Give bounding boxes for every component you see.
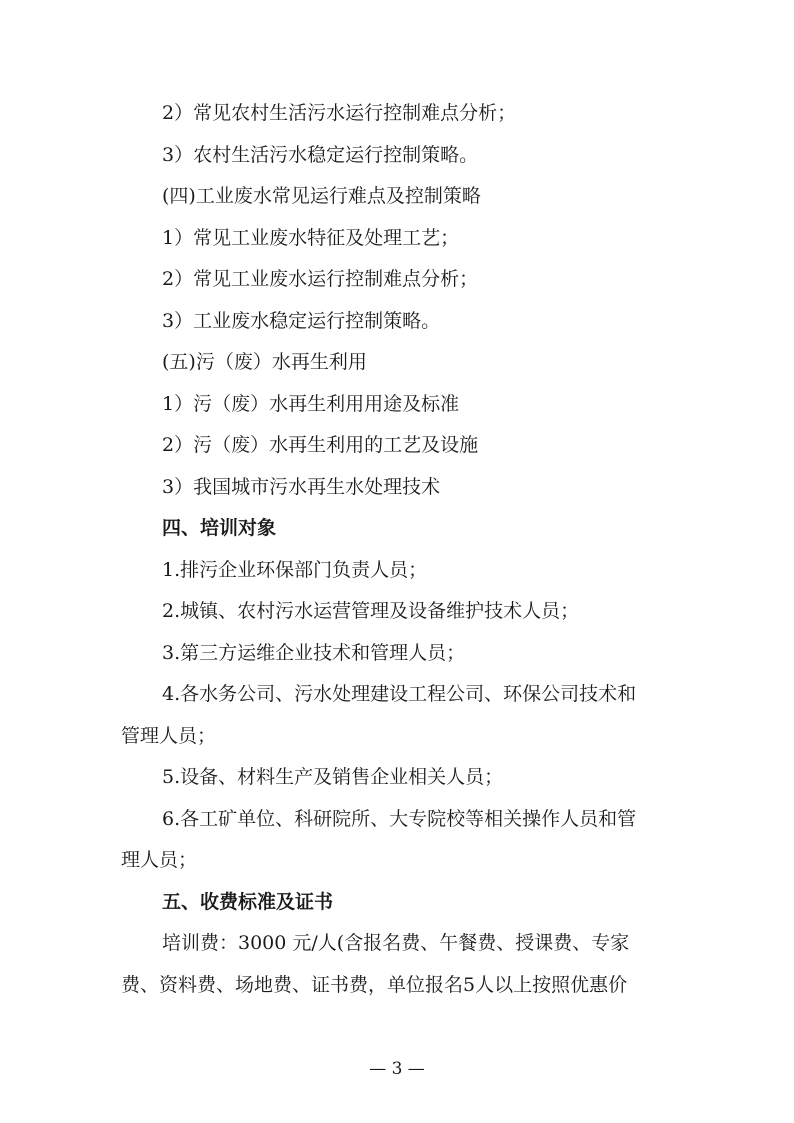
text-line: 4.各水务公司、污水处理建设工程公司、环保公司技术和 — [162, 683, 637, 705]
text-line: 培训费：3000 元/人(含报名费、午餐费、授课费、专家 — [162, 932, 630, 954]
section-heading: 四、培训对象 — [162, 517, 277, 539]
text-line: 5.设备、材料生产及销售企业相关人员； — [162, 766, 504, 788]
text-line: 3）工业废水稳定运行控制策略。 — [162, 310, 441, 332]
text-line: 1.排污企业环保部门负责人员； — [162, 559, 428, 581]
text-line: 1）常见工业废水特征及处理工艺； — [162, 227, 460, 249]
page-number: — 3 — — [369, 1059, 425, 1079]
text-line: 理人员； — [121, 849, 198, 871]
text-line: 3）我国城市污水再生水处理技术 — [162, 476, 441, 498]
section-heading: 五、收费标准及证书 — [162, 891, 334, 913]
section-subheading: (四)工业废水常见运行难点及控制策略 — [162, 185, 481, 207]
text-line: 费、资料费、场地费、证书费，单位报名5人以上按照优惠价 — [121, 974, 628, 996]
text-line: 3.第三方运维企业技术和管理人员； — [162, 642, 466, 664]
text-line: 管理人员； — [121, 725, 217, 747]
text-line: 3）农村生活污水稳定运行控制策略。 — [162, 144, 479, 166]
text-line: 2）常见工业废水运行控制难点分析； — [162, 268, 479, 290]
text-line: 2）污（废）水再生利用的工艺及设施 — [162, 434, 479, 456]
text-line: 6.各工矿单位、科研院所、大专院校等相关操作人员和管 — [162, 808, 637, 830]
section-subheading: (五)污（废）水再生利用 — [162, 351, 367, 373]
text-line: 1）污（废）水再生利用用途及标准 — [162, 393, 460, 415]
text-line: 2）常见农村生活污水运行控制难点分析； — [162, 102, 517, 124]
text-line: 2.城镇、农村污水运营管理及设备维护技术人员； — [162, 600, 580, 622]
